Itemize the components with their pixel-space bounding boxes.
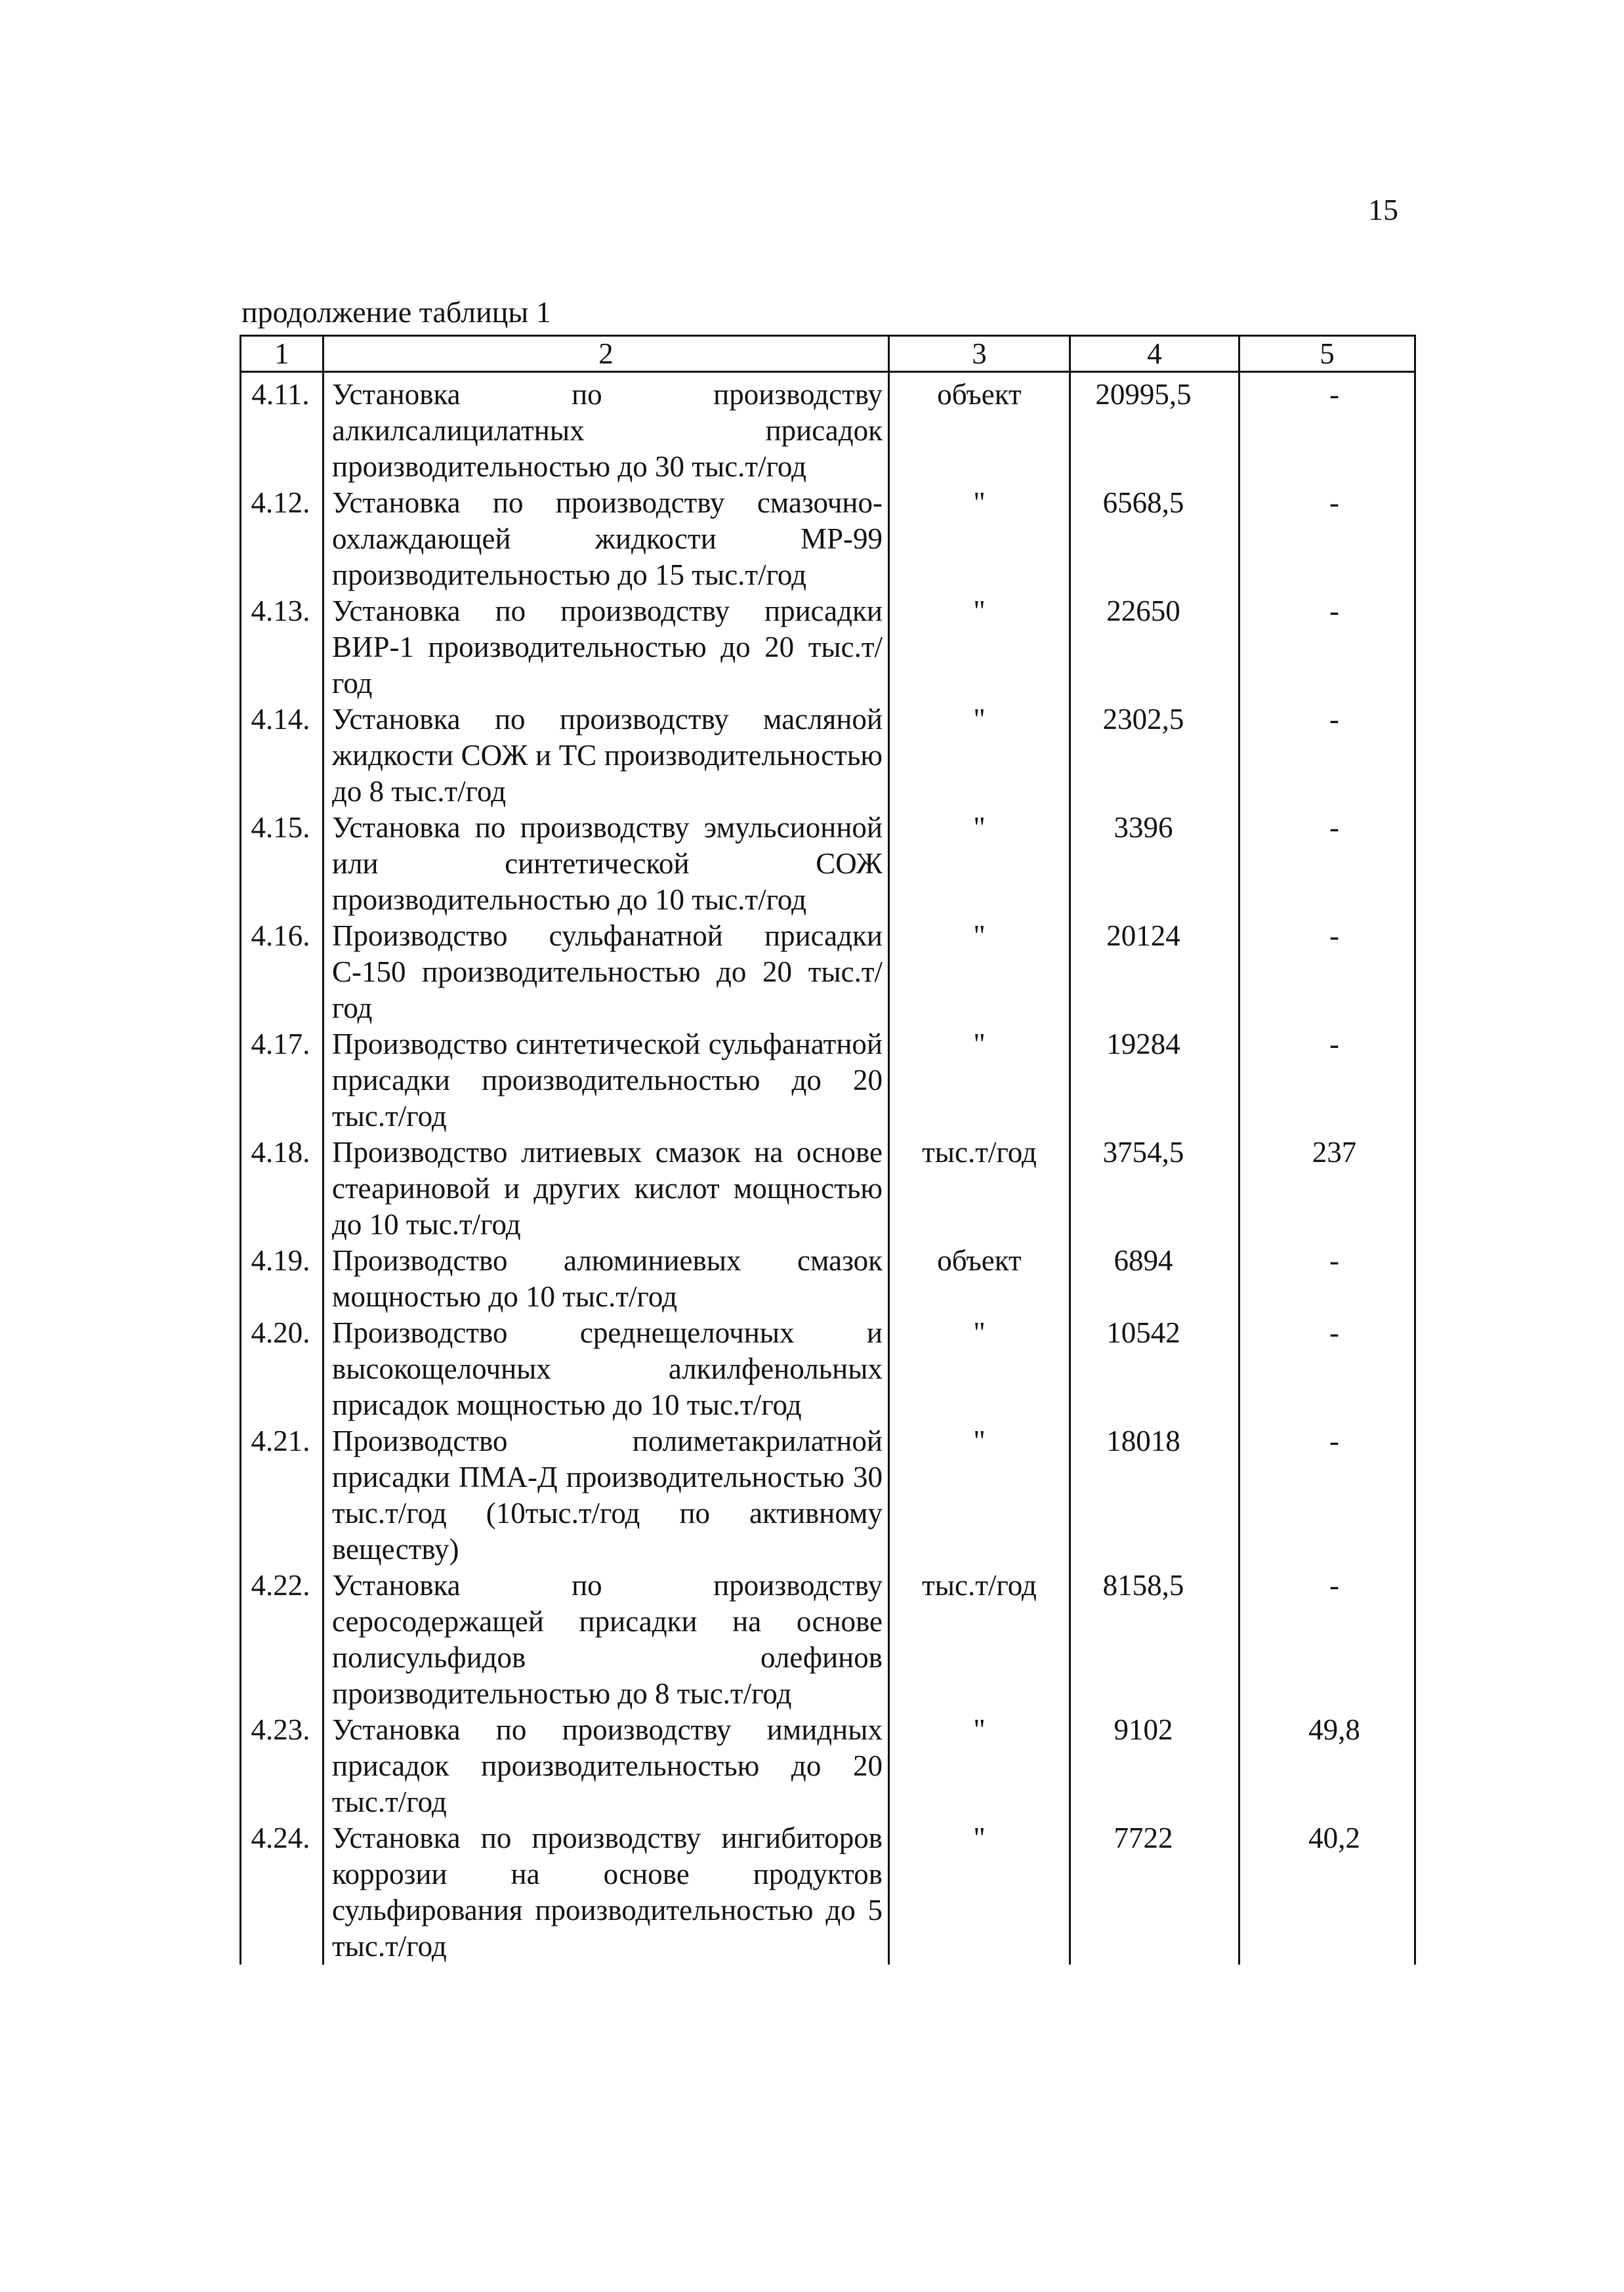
header-cell-1: 1 [241,336,323,372]
row-value: 20995,5 [1070,372,1239,486]
table-row [241,593,1415,701]
table-row [241,1820,1415,1965]
row-value: 2302,5 [1070,701,1239,810]
row-number: 4.17. [241,1026,323,1135]
row-number: 4.13. [241,593,323,701]
table-caption: продолжение таблицы 1 [241,295,551,329]
row-value: 9102 [1070,1712,1239,1820]
row-name: Производство синтетической сульфанатной присадки производительностью до 20 тыс.т/год [323,1026,889,1135]
row-extra: - [1239,810,1415,918]
table-row [241,372,1415,486]
row-number: 4.15. [241,810,323,918]
row-value: 8158,5 [1070,1568,1239,1712]
row-unit: " [889,593,1070,701]
row-value: 19284 [1070,1026,1239,1135]
row-value: 6894 [1070,1243,1239,1315]
row-unit: объект [889,372,1070,486]
row-unit: объект [889,1243,1070,1315]
row-number: 4.14. [241,701,323,810]
row-value: 3396 [1070,810,1239,918]
row-number: 4.16. [241,918,323,1026]
header-cell-5: 5 [1239,336,1415,372]
row-value: 6568,5 [1070,485,1239,593]
row-unit: " [889,1026,1070,1135]
table-body [241,336,1415,1965]
header-cell-4: 4 [1070,336,1239,372]
table-row [241,701,1415,810]
row-unit: " [889,485,1070,593]
row-value: 7722 [1070,1820,1239,1965]
row-extra: - [1239,701,1415,810]
row-extra: - [1239,1315,1415,1423]
table-row [241,810,1415,918]
row-number: 4.24. [241,1820,323,1965]
row-value: 18018 [1070,1423,1239,1568]
row-extra: - [1239,1243,1415,1315]
row-number: 4.19. [241,1243,323,1315]
row-number: 4.21. [241,1423,323,1568]
row-extra: 40,2 [1239,1820,1415,1965]
table-row [241,1315,1415,1423]
row-unit: " [889,701,1070,810]
row-number: 4.11. [241,372,323,486]
table-row [241,485,1415,593]
table-row [241,1243,1415,1315]
page-number: 15 [1368,193,1398,226]
row-unit: " [889,1423,1070,1568]
row-name: Установка по производству эмульсионной или синтетической СОЖ производительностью до 10 тыс.т/год [323,810,889,918]
row-value: 3754,5 [1070,1135,1239,1243]
row-extra: - [1239,485,1415,593]
row-extra: - [1239,918,1415,1026]
table-row [241,1026,1415,1135]
header-cell-2: 2 [323,336,889,372]
row-unit: " [889,810,1070,918]
row-unit: тыс.т/год [889,1135,1070,1243]
row-value: 20124 [1070,918,1239,1026]
table-row [241,1423,1415,1568]
table-row [241,1135,1415,1243]
row-name: Установка по производству смазочно-охлаждающей жидкости МР-99 производительностью до 15 тыс.т/год [323,485,889,593]
row-extra: 49,8 [1239,1712,1415,1820]
row-extra: - [1239,1568,1415,1712]
row-unit: " [889,918,1070,1026]
row-value: 22650 [1070,593,1239,701]
row-number: 4.12. [241,485,323,593]
row-name: Установка по производству серосодержащей присадки на основе полисульфидов олефинов производительностью до 8 тыс.т/год [323,1568,889,1712]
row-unit: тыс.т/год [889,1568,1070,1712]
row-number: 4.18. [241,1135,323,1243]
row-extra: - [1239,372,1415,486]
row-name: Установка по производству масляной жидкости СОЖ и ТС производительностью до 8 тыс.т/год [323,701,889,810]
row-name: Производство алюминиевых смазок мощностью до 10 тыс.т/год [323,1243,889,1315]
row-unit: " [889,1712,1070,1820]
data-table [239,335,1416,1965]
row-extra: - [1239,1423,1415,1568]
row-number: 4.23. [241,1712,323,1820]
row-number: 4.22. [241,1568,323,1712]
row-name: Производство среднещелочных и высокощелочных алкилфенольных присадок мощностью до 10 тыс.т/год [323,1315,889,1423]
table-row [241,918,1415,1026]
row-extra: - [1239,593,1415,701]
header-cell-3: 3 [889,336,1070,372]
table-row [241,1712,1415,1820]
row-name: Производство литиевых смазок на основе стеариновой и других кислот мощностью до 10 тыс.т/год [323,1135,889,1243]
row-name: Установка по производству присадки ВИР-1 производительностью до 20 тыс.т/год [323,593,889,701]
row-name: Производство полиметакрилатной присадки ПМА-Д производительностью 30 тыс.т/год (10тыс.т/год по активному веществу) [323,1423,889,1568]
row-name: Установка по производству имидных присадок производительностью до 20 тыс.т/год [323,1712,889,1820]
row-unit: " [889,1315,1070,1423]
row-name: Установка по производству алкилсалицилатных присадок производительностью до 30 тыс.т/год [323,372,889,486]
row-unit: " [889,1820,1070,1965]
row-extra: - [1239,1026,1415,1135]
row-name: Установка по производству ингибиторов коррозии на основе продуктов сульфирования производительностью до 5 тыс.т/год [323,1820,889,1965]
row-number: 4.20. [241,1315,323,1423]
row-name: Производство сульфанатной присадки С-150 производительностью до 20 тыс.т/год [323,918,889,1026]
row-value: 10542 [1070,1315,1239,1423]
table-row [241,1568,1415,1712]
table-header-row [241,336,1415,372]
row-extra: 237 [1239,1135,1415,1243]
